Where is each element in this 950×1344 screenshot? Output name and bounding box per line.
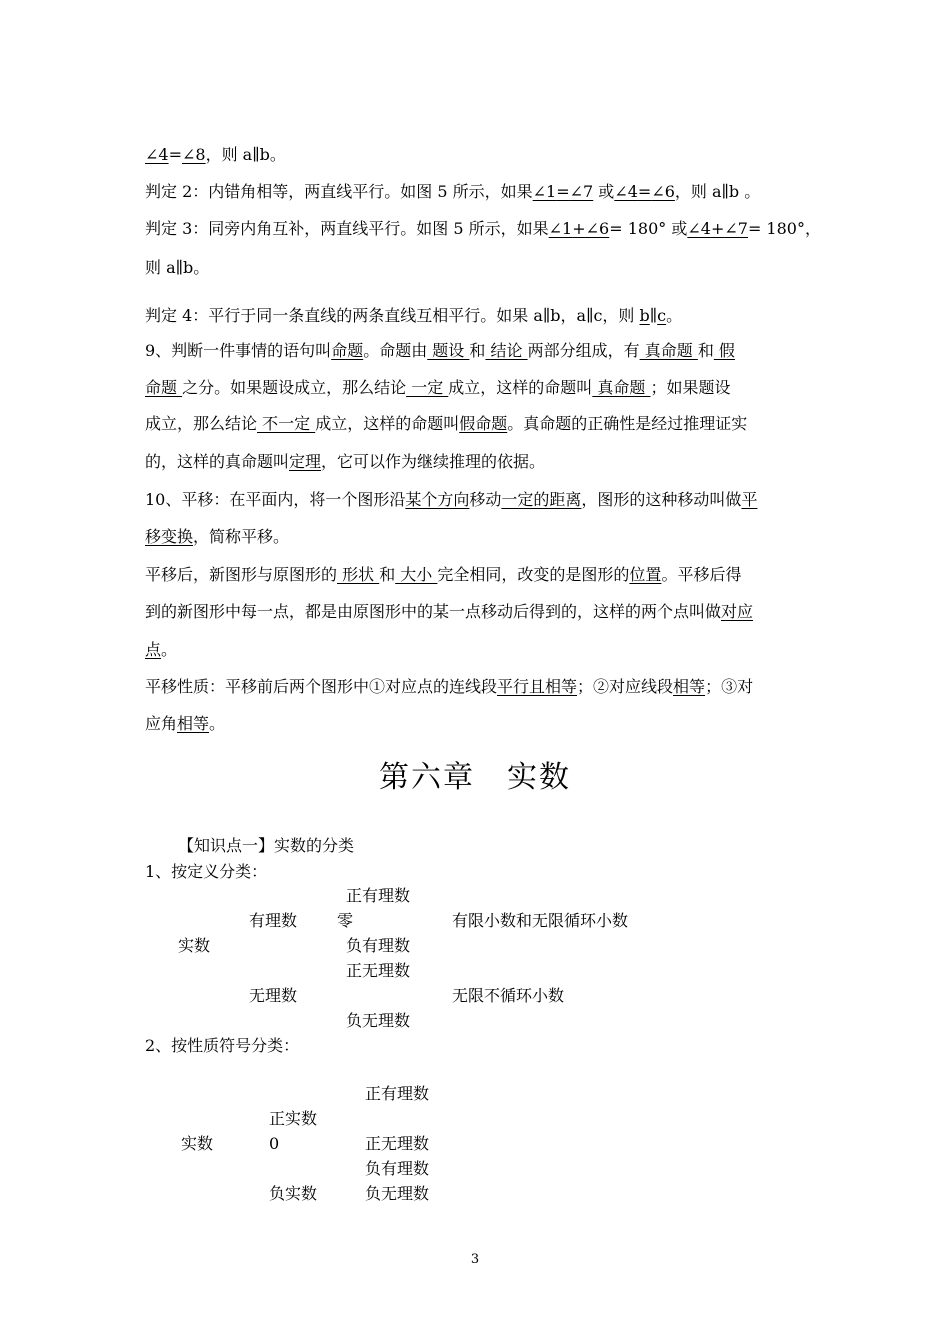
- text-run: 则 a∥b。: [145, 258, 210, 277]
- text-run: ，图形的这种移动叫做: [581, 490, 742, 509]
- class2-negative-irrational: 负无理数: [365, 1184, 430, 1203]
- class1-rational-note: 有限小数和无限循环小数: [452, 911, 629, 930]
- page-number: 3: [470, 1252, 480, 1267]
- underlined-answer: 平行且相等: [497, 677, 578, 696]
- underlined-answer: 假: [713, 341, 735, 360]
- underlined-answer: 定理: [289, 452, 322, 471]
- text-run: 。平移后得: [661, 565, 742, 584]
- class1-negative-irrational: 负无理数: [346, 1011, 411, 1030]
- text-line: [145, 714, 225, 734]
- text-run: 平移后，新图形与原图形的: [145, 565, 338, 584]
- underlined-answer: 对应: [721, 602, 754, 621]
- text-run: = 180° 或: [609, 219, 688, 238]
- text-run: 和: [379, 565, 396, 584]
- underlined-answer: 真命题: [592, 378, 651, 397]
- text-line: [145, 341, 735, 361]
- underlined-answer: 命题: [331, 341, 364, 360]
- text-run: 。真命题的正确性是经过推理证实: [507, 414, 748, 433]
- class1-zero: 零: [337, 911, 354, 930]
- text-run: 。: [209, 714, 226, 733]
- text-run: ；②对应线段: [577, 677, 674, 696]
- class1-negative-rational: 负有理数: [346, 936, 411, 955]
- text-run: 完全相同，改变的是图形的: [437, 565, 630, 584]
- text-run: ，则 a∥b 。: [674, 182, 761, 201]
- underlined-answer: 平: [741, 490, 758, 509]
- text-line: [145, 527, 289, 547]
- underlined-answer: +: [710, 219, 725, 238]
- text-run: 判定 4：平行于同一条直线的两条直线互相平行。如果 a∥b，a∥c，则: [145, 306, 640, 325]
- text-run: 之分。如果题设成立，那么结论: [182, 378, 407, 397]
- underlined-answer: ∠7: [569, 182, 594, 201]
- text-line: [145, 219, 821, 239]
- underlined-answer: 移变换: [145, 527, 194, 546]
- underlined-answer: =: [637, 182, 652, 201]
- underlined-answer: c: [657, 306, 667, 325]
- text-line: [145, 414, 747, 434]
- underlined-answer: ∠8: [182, 145, 206, 164]
- underlined-answer: 假命题: [459, 414, 508, 433]
- underlined-answer: 真命题: [639, 341, 698, 360]
- underlined-answer: ∠1: [532, 182, 557, 201]
- text-line: [145, 640, 177, 660]
- underlined-answer: 形状: [337, 565, 380, 584]
- class2-positive: 正实数: [269, 1109, 318, 1128]
- underlined-answer: 题设: [427, 341, 470, 360]
- class1-positive-rational: 正有理数: [346, 886, 411, 905]
- underlined-answer: 不一定: [257, 414, 316, 433]
- underlined-answer: 相等: [673, 677, 706, 696]
- classification-item-2: 2、按性质符号分类：: [145, 1036, 300, 1055]
- text-run: ；③对: [705, 677, 754, 696]
- underlined-answer: ∠6: [651, 182, 675, 201]
- text-line: [145, 306, 682, 326]
- underlined-answer: +: [572, 219, 586, 238]
- underlined-answer: ∠4: [145, 145, 169, 164]
- text-run: 到的新图形中每一点，都是由原图形中的某一点移动后得到的，这样的两个点叫做: [145, 602, 722, 621]
- text-run: 应角: [145, 714, 178, 733]
- text-run: 和: [697, 341, 714, 360]
- underlined-answer: ∠7: [724, 219, 748, 238]
- class2-positive-rational: 正有理数: [365, 1084, 430, 1103]
- underlined-answer: b: [639, 306, 650, 325]
- text-run: 两部分组成，有: [527, 341, 640, 360]
- underlined-answer: 命题: [145, 378, 183, 397]
- class1-irrational-note: 无限不循环小数: [452, 986, 565, 1005]
- text-run: 和: [469, 341, 486, 360]
- underlined-answer: ∠6: [585, 219, 610, 238]
- underlined-answer: 一定的距离: [501, 490, 582, 509]
- text-run: 平移性质：平移前后两个图形中①对应点的连线段: [145, 677, 498, 696]
- underlined-answer: 某个方向: [405, 490, 470, 509]
- text-run: 。命题由: [363, 341, 428, 360]
- text-run: 的，这样的真命题叫: [145, 452, 290, 471]
- text-run: 移动: [469, 490, 502, 509]
- class1-rational: 有理数: [249, 911, 298, 930]
- text-run: 判定 3：同旁内角互补，两直线平行。如图 5 所示，如果: [145, 219, 549, 238]
- text-run: 。: [161, 640, 178, 659]
- text-run: 或: [593, 182, 615, 201]
- text-line: [145, 258, 209, 278]
- underlined-answer: 点: [145, 640, 162, 659]
- underlined-answer: 大小: [395, 565, 438, 584]
- chapter-title: 第六章 实数: [379, 760, 571, 795]
- underlined-answer: =: [556, 182, 570, 201]
- text-line: [145, 602, 753, 622]
- text-run: 9、判断一件事情的语句叫: [145, 341, 332, 360]
- text-line: [145, 182, 760, 202]
- text-run: ，则 a∥b。: [205, 145, 286, 164]
- underlined-answer: ∠4: [614, 182, 638, 201]
- text-run: =: [168, 145, 182, 164]
- class2-negative: 负实数: [269, 1184, 318, 1203]
- underlined-answer: 位置: [629, 565, 662, 584]
- text-line: [145, 145, 286, 165]
- class1-root: 实数: [178, 936, 211, 955]
- text-run: 。: [666, 306, 683, 325]
- text-line: [145, 677, 753, 697]
- underlined-answer: ∠4: [687, 219, 711, 238]
- underlined-answer: 结论: [485, 341, 528, 360]
- text-run: 判定 2：内错角相等，两直线平行。如图 5 所示，如果: [145, 182, 533, 201]
- class1-irrational: 无理数: [249, 986, 298, 1005]
- underlined-answer: 一定: [406, 378, 449, 397]
- class1-positive-irrational: 正无理数: [346, 961, 411, 980]
- text-run: = 180°，: [747, 219, 821, 238]
- text-run: ∥: [649, 306, 658, 325]
- class2-zero: 0: [269, 1134, 280, 1153]
- text-run: 成立，这样的命题叫: [315, 414, 460, 433]
- section-heading: 【知识点一】实数的分类: [178, 836, 355, 855]
- text-run: ，它可以作为继续推理的依据。: [321, 452, 546, 471]
- underlined-answer: ∠1: [548, 219, 573, 238]
- class2-positive-irrational: 正无理数: [365, 1134, 430, 1153]
- text-run: ，简称平移。: [193, 527, 290, 546]
- underlined-answer: 相等: [177, 714, 210, 733]
- text-run: 10、平移：在平面内，将一个图形沿: [145, 490, 406, 509]
- text-line: [145, 565, 741, 585]
- text-line: [145, 378, 731, 398]
- text-run: 成立，那么结论: [145, 414, 258, 433]
- class2-root: 实数: [181, 1134, 214, 1153]
- class2-negative-rational: 负有理数: [365, 1159, 430, 1178]
- classification-item-1: 1、按定义分类：: [145, 862, 268, 881]
- text-line: [145, 452, 545, 472]
- text-run: ；如果题设: [650, 378, 731, 397]
- text-line: [145, 490, 757, 510]
- text-run: 成立，这样的命题叫: [448, 378, 593, 397]
